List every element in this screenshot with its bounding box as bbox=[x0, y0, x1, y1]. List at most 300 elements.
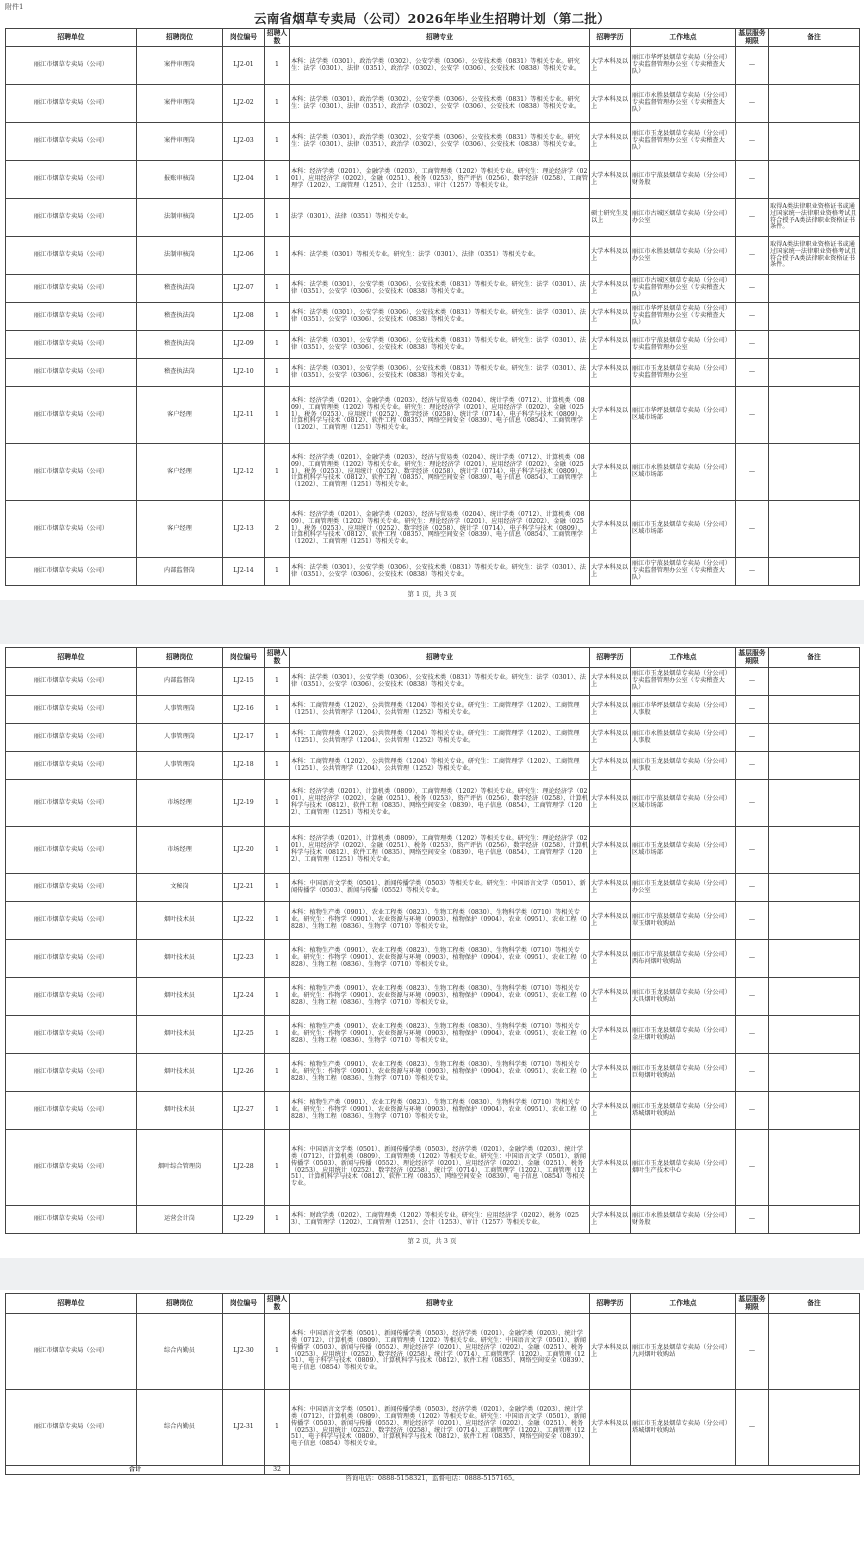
cell-major: 本科：法学类（0301）、政治学类（0302）、公安学类（0306）、公安技术类（0831）等相关专业。研究生：法学（0301）、法律（0351）、政治学（0302）、公安学（0306）、公安技术（0838）等相关专业。 bbox=[290, 47, 590, 85]
cell-loc: 丽江市玉龙县烟草专卖局（分公司）专卖监督管理办公室（专卖稽查大队） bbox=[631, 123, 736, 161]
header-code: 岗位编号 bbox=[223, 29, 265, 47]
cell-edu: 大学本科及以上 bbox=[590, 827, 631, 874]
cell-code: LJ2-08 bbox=[223, 303, 265, 331]
cell-service: — bbox=[736, 827, 769, 874]
cell-code: LJ2-22 bbox=[223, 902, 265, 940]
cell-note bbox=[769, 275, 860, 303]
contact-info: 咨询电话：0888-5158321，监督电话：0888-5157165。 bbox=[345, 1474, 519, 1482]
table-body bbox=[6, 1314, 860, 1466]
cell-edu: 大学本科及以上 bbox=[590, 724, 631, 752]
cell-loc: 丽江市宁蒗县烟草专卖局（分公司）区域市场部 bbox=[631, 780, 736, 827]
cell-service: — bbox=[736, 331, 769, 359]
recruitment-table-page-2 bbox=[5, 647, 860, 1234]
cell-unit: 丽江市烟草专卖局（公司） bbox=[6, 303, 137, 331]
cell-major: 本科：经济学类（0201）、计算机类（0809）、工商管理类（1202）等相关专业。研究生：理论经济学（0201）、应用经济学（0202）、金融（0251）、税务（0253）、资产评估（0256）、数字经济（0258）、计算机科学与技术（0812）、软件工程（0835）、网络空间安全（0839）、电子信息（0854）、工商管理学（1202）、工商管理（1251）等相关专业。 bbox=[290, 827, 590, 874]
cell-note bbox=[769, 387, 860, 444]
page-3 bbox=[0, 1290, 864, 1543]
cell-count: 1 bbox=[265, 161, 290, 199]
cell-edu: 大学本科及以上 bbox=[590, 331, 631, 359]
cell-loc: 丽江市宁蒗县烟草专卖局（分公司）财务股 bbox=[631, 161, 736, 199]
cell-service: — bbox=[736, 978, 769, 1016]
cell-loc: 丽江市玉龙县烟草专卖局（分公司）专卖监督管理办公室（专卖稽查大队） bbox=[631, 668, 736, 696]
cell-edu: 大学本科及以上 bbox=[590, 668, 631, 696]
table-row bbox=[6, 359, 860, 387]
cell-note bbox=[769, 47, 860, 85]
cell-code: LJ2-30 bbox=[223, 1314, 265, 1390]
cell-service: — bbox=[736, 558, 769, 586]
cell-service: — bbox=[736, 199, 769, 237]
header-major: 招聘专业 bbox=[290, 1294, 590, 1314]
cell-major: 本科：经济学类（0201）、金融学类（0203）、经济与贸易类（0204）、统计学类（0712）、计算机类（0809）、工商管理类（1202）等相关专业。研究生：理论经济学（0201）、应用经济学（0202）、金融（0251）、税务（0253）、应用统计（0252）、数字经济（0258）、统计学（0714）、电子科学与技术（0809）、计算机科学与技术（0812）、软件工程（0835）、网络空间安全（0839）、电子信息（0854）、工商管理学（1202）、工商管理（1251）等相关专业。 bbox=[290, 444, 590, 501]
cell-service: — bbox=[736, 1130, 769, 1206]
cell-loc: 丽江市玉龙县烟草专卖局（分公司）区域市场部 bbox=[631, 501, 736, 558]
cell-service: — bbox=[736, 237, 769, 275]
cell-post: 烟叶技术员 bbox=[137, 1016, 223, 1054]
cell-service: — bbox=[736, 275, 769, 303]
cell-note bbox=[769, 331, 860, 359]
cell-count: 1 bbox=[265, 724, 290, 752]
cell-note bbox=[769, 1390, 860, 1466]
cell-note bbox=[769, 123, 860, 161]
cell-loc: 丽江市华坪县烟草专卖局（分公司）区域市场部 bbox=[631, 387, 736, 444]
cell-post: 文秘岗 bbox=[137, 874, 223, 902]
table-row bbox=[6, 303, 860, 331]
cell-loc: 丽江市玉龙县烟草专卖局（分公司）塔城烟叶收购站 bbox=[631, 1390, 736, 1466]
cell-unit: 丽江市烟草专卖局（公司） bbox=[6, 668, 137, 696]
cell-code: LJ2-07 bbox=[223, 275, 265, 303]
cell-note bbox=[769, 696, 860, 724]
table-row bbox=[6, 1092, 860, 1130]
cell-post: 内部监督岗 bbox=[137, 668, 223, 696]
cell-count: 1 bbox=[265, 359, 290, 387]
cell-code: LJ2-24 bbox=[223, 978, 265, 1016]
cell-unit: 丽江市烟草专卖局（公司） bbox=[6, 752, 137, 780]
cell-code: LJ2-23 bbox=[223, 940, 265, 978]
header-location: 工作地点 bbox=[631, 648, 736, 668]
cell-code: LJ2-25 bbox=[223, 1016, 265, 1054]
cell-note bbox=[769, 303, 860, 331]
table-row bbox=[6, 827, 860, 874]
cell-unit: 丽江市烟草专卖局（公司） bbox=[6, 359, 137, 387]
cell-note bbox=[769, 85, 860, 123]
cell-post: 烟叶技术员 bbox=[137, 940, 223, 978]
table-body bbox=[6, 47, 860, 586]
cell-note bbox=[769, 724, 860, 752]
cell-service: — bbox=[736, 1054, 769, 1092]
page-separator bbox=[0, 1258, 864, 1290]
cell-code: LJ2-27 bbox=[223, 1092, 265, 1130]
cell-code: LJ2-31 bbox=[223, 1390, 265, 1466]
cell-post: 客户经理 bbox=[137, 444, 223, 501]
cell-service: — bbox=[736, 501, 769, 558]
table-row bbox=[6, 387, 860, 444]
cell-note bbox=[769, 558, 860, 586]
cell-major: 本科：中国语言文学类（0501）、新闻传播学类（0503）、经济学类（0201）、金融学类（0203）、统计学类（0712）、计算机类（0809）、工商管理类（1202）等相关专业。研究生：中国语言文学（0501）、新闻传播学（0503）、新闻与传播（0552）、理论经济学（0201）、应用经济学（0202）、金融（0251）、税务（0253）、应用统计（0252）、数字经济（0258）、统计学（0714）、工商管理学（1202）、工商管理（1251）、计算机科学与技术（0812）、软件工程（0835）、网络空间安全（0839）、电子信息（0854）等相关专业。 bbox=[290, 1130, 590, 1206]
cell-count: 1 bbox=[265, 558, 290, 586]
table-row bbox=[6, 752, 860, 780]
table-row bbox=[6, 161, 860, 199]
header-count: 招聘人数 bbox=[265, 1294, 290, 1314]
table-row bbox=[6, 874, 860, 902]
cell-unit: 丽江市烟草专卖局（公司） bbox=[6, 501, 137, 558]
cell-code: LJ2-02 bbox=[223, 85, 265, 123]
cell-edu: 大学本科及以上 bbox=[590, 1016, 631, 1054]
header-edu: 招聘学历 bbox=[590, 29, 631, 47]
cell-unit: 丽江市烟草专卖局（公司） bbox=[6, 1054, 137, 1092]
cell-unit: 丽江市烟草专卖局（公司） bbox=[6, 275, 137, 303]
cell-post: 法制审核岗 bbox=[137, 199, 223, 237]
cell-count: 1 bbox=[265, 1054, 290, 1092]
cell-unit: 丽江市烟草专卖局（公司） bbox=[6, 1016, 137, 1054]
cell-edu: 大学本科及以上 bbox=[590, 780, 631, 827]
cell-service: — bbox=[736, 780, 769, 827]
cell-loc: 丽江市华坪县烟草专卖局（分公司）专卖监督管理办公室（专卖稽查大队） bbox=[631, 303, 736, 331]
cell-service: — bbox=[736, 724, 769, 752]
cell-code: LJ2-29 bbox=[223, 1206, 265, 1234]
cell-count: 1 bbox=[265, 1390, 290, 1466]
header-edu: 招聘学历 bbox=[590, 1294, 631, 1314]
cell-unit: 丽江市烟草专卖局（公司） bbox=[6, 874, 137, 902]
cell-code: LJ2-05 bbox=[223, 199, 265, 237]
cell-loc: 丽江市华坪县烟草专卖局（分公司）专卖监督管理办公室（专卖稽查大队） bbox=[631, 47, 736, 85]
cell-post: 人事管理岗 bbox=[137, 696, 223, 724]
table-row bbox=[6, 668, 860, 696]
cell-count: 1 bbox=[265, 123, 290, 161]
cell-note: 取得A类法律职业资格证书或通过国家统一法律职业资格考试且符合授予A类法律职业资格证书条件。 bbox=[769, 237, 860, 275]
cell-major: 本科：工商管理类（1202）、公共管理类（1204）等相关专业。研究生：工商管理学（1202）、工商管理（1251）、公共管理学（1204）、公共管理（1252）等相关专业。 bbox=[290, 752, 590, 780]
cell-major: 本科：经济学类（0201）、计算机类（0809）、工商管理类（1202）等相关专业。研究生：理论经济学（0201）、应用经济学（0202）、金融（0251）、税务（0253）、资产评估（0256）、数字经济（0258）、计算机科学与技术（0812）、软件工程（0835）、网络空间安全（0839）、电子信息（0854）、工商管理学（1202）、工商管理（1251）等相关专业。 bbox=[290, 780, 590, 827]
cell-code: LJ2-21 bbox=[223, 874, 265, 902]
cell-unit: 丽江市烟草专卖局（公司） bbox=[6, 827, 137, 874]
cell-unit: 丽江市烟草专卖局（公司） bbox=[6, 161, 137, 199]
cell-count: 1 bbox=[265, 237, 290, 275]
cell-post: 综合内勤员 bbox=[137, 1390, 223, 1466]
cell-edu: 大学本科及以上 bbox=[590, 359, 631, 387]
cell-note bbox=[769, 1016, 860, 1054]
cell-code: LJ2-01 bbox=[223, 47, 265, 85]
header-unit: 招聘单位 bbox=[6, 1294, 137, 1314]
cell-service: — bbox=[736, 1016, 769, 1054]
table-row bbox=[6, 1314, 860, 1390]
cell-code: LJ2-16 bbox=[223, 696, 265, 724]
header-major: 招聘专业 bbox=[290, 29, 590, 47]
document-title: 云南省烟草专卖局（公司）2026年毕业生招聘计划（第二批） bbox=[254, 11, 610, 26]
cell-count: 1 bbox=[265, 1130, 290, 1206]
cell-edu: 大学本科及以上 bbox=[590, 978, 631, 1016]
cell-note bbox=[769, 1130, 860, 1206]
cell-major: 本科：中国语言文学类（0501）、新闻传播学类（0503）等相关专业。研究生：中国语言文学（0501）、新闻传播学（0503）、新闻与传播（0552）等相关专业。 bbox=[290, 874, 590, 902]
cell-service: — bbox=[736, 47, 769, 85]
cell-unit: 丽江市烟草专卖局（公司） bbox=[6, 1314, 137, 1390]
cell-major: 本科：法学类（0301）、政治学类（0302）、公安学类（0306）、公安技术类（0831）等相关专业。研究生：法学（0301）、法律（0351）、政治学（0302）、公安学（0306）、公安技术（0838）等相关专业。 bbox=[290, 85, 590, 123]
cell-note bbox=[769, 668, 860, 696]
cell-count: 1 bbox=[265, 874, 290, 902]
header-edu: 招聘学历 bbox=[590, 648, 631, 668]
cell-loc: 丽江市玉龙县烟草专卖局（分公司）烟叶生产技术中心 bbox=[631, 1130, 736, 1206]
cell-unit: 丽江市烟草专卖局（公司） bbox=[6, 978, 137, 1016]
cell-post: 市场经理 bbox=[137, 780, 223, 827]
cell-unit: 丽江市烟草专卖局（公司） bbox=[6, 940, 137, 978]
cell-code: LJ2-09 bbox=[223, 331, 265, 359]
cell-post: 烟叶技术员 bbox=[137, 978, 223, 1016]
cell-unit: 丽江市烟草专卖局（公司） bbox=[6, 558, 137, 586]
cell-loc: 丽江市永胜县烟草专卖局（分公司）专卖监督管理办公室（专卖稽查大队） bbox=[631, 85, 736, 123]
cell-major: 本科：法学类（0301）、政治学类（0302）、公安学类（0306）、公安技术类（0831）等相关专业。研究生：法学（0301）、法律（0351）、政治学（0302）、公安学（0306）、公安技术（0838）等相关专业。 bbox=[290, 123, 590, 161]
cell-major: 本科：法学类（0301）等相关专业。研究生：法学（0301）、法律（0351）等相关专业。 bbox=[290, 237, 590, 275]
table-header-row bbox=[6, 29, 860, 47]
header-code: 岗位编号 bbox=[223, 1294, 265, 1314]
page-number: 第 2 页，共 3 页 bbox=[407, 1237, 457, 1245]
table-row bbox=[6, 85, 860, 123]
cell-unit: 丽江市烟草专卖局（公司） bbox=[6, 237, 137, 275]
cell-note bbox=[769, 902, 860, 940]
table-row bbox=[6, 237, 860, 275]
header-location: 工作地点 bbox=[631, 1294, 736, 1314]
cell-post: 综合内勤员 bbox=[137, 1314, 223, 1390]
cell-edu: 大学本科及以上 bbox=[590, 902, 631, 940]
cell-major: 本科：法学类（0301）、公安学类（0306）、公安技术类（0831）等相关专业。研究生：法学（0301）、法律（0351）、公安学（0306）、公安技术（0838）等相关专业。 bbox=[290, 331, 590, 359]
cell-unit: 丽江市烟草专卖局（公司） bbox=[6, 1390, 137, 1466]
cell-unit: 丽江市烟草专卖局（公司） bbox=[6, 387, 137, 444]
cell-note bbox=[769, 161, 860, 199]
cell-post: 运营会计岗 bbox=[137, 1206, 223, 1234]
cell-note bbox=[769, 501, 860, 558]
cell-count: 1 bbox=[265, 978, 290, 1016]
cell-unit: 丽江市烟草专卖局（公司） bbox=[6, 199, 137, 237]
cell-code: LJ2-26 bbox=[223, 1054, 265, 1092]
cell-note bbox=[769, 359, 860, 387]
cell-loc: 丽江市古城区烟草专卖局（分公司）办公室 bbox=[631, 199, 736, 237]
cell-service: — bbox=[736, 387, 769, 444]
recruitment-table-page-3 bbox=[5, 1293, 860, 1475]
total-value: 32 bbox=[265, 1466, 290, 1475]
cell-major: 本科：工商管理类（1202）、公共管理类（1204）等相关专业。研究生：工商管理学（1202）、工商管理（1251）、公共管理学（1204）、公共管理（1252）等相关专业。 bbox=[290, 696, 590, 724]
table-row bbox=[6, 199, 860, 237]
table-row bbox=[6, 1390, 860, 1466]
cell-code: LJ2-03 bbox=[223, 123, 265, 161]
cell-code: LJ2-06 bbox=[223, 237, 265, 275]
header-unit: 招聘单位 bbox=[6, 648, 137, 668]
table-row bbox=[6, 123, 860, 161]
cell-count: 2 bbox=[265, 501, 290, 558]
cell-count: 1 bbox=[265, 1016, 290, 1054]
cell-service: — bbox=[736, 444, 769, 501]
cell-loc: 丽江市玉龙县烟草专卖局（分公司）办公室 bbox=[631, 874, 736, 902]
table-row bbox=[6, 724, 860, 752]
cell-edu: 大学本科及以上 bbox=[590, 1206, 631, 1234]
cell-major: 本科：法学类（0301）、公安学类（0306）、公安技术类（0831）等相关专业。研究生：法学（0301）、法律（0351）、公安学（0306）、公安技术（0838）等相关专业。 bbox=[290, 558, 590, 586]
cell-loc: 丽江市玉龙县烟草专卖局（分公司）专卖监督管理办公室 bbox=[631, 359, 736, 387]
cell-post: 客户经理 bbox=[137, 387, 223, 444]
cell-loc: 丽江市宁蒗县烟草专卖局（分公司）翠玉烟叶收购站 bbox=[631, 902, 736, 940]
cell-count: 1 bbox=[265, 780, 290, 827]
cell-major: 本科：中国语言文学类（0501）、新闻传播学类（0503）、经济学类（0201）、金融学类（0203）、统计学类（0712）、计算机类（0809）、工商管理类（1202）等相关专业。研究生：中国语言文学（0501）、新闻传播学（0503）、新闻与传播（0552）、理论经济学（0201）、应用经济学（0202）、金融（0251）、税务（0253）、应用统计（0252）、数字经济（0258）、统计学（0714）、工商管理学（1202）、工商管理（1251）、电子科学与技术（0809）、计算机科学与技术（0812）、软件工程（0835）、网络空间安全（0839）、电子信息（0854）等相关专业。 bbox=[290, 1390, 590, 1466]
header-service: 基层服务期限 bbox=[736, 29, 769, 47]
cell-count: 1 bbox=[265, 752, 290, 780]
cell-edu: 大学本科及以上 bbox=[590, 501, 631, 558]
cell-service: — bbox=[736, 161, 769, 199]
cell-count: 1 bbox=[265, 199, 290, 237]
cell-unit: 丽江市烟草专卖局（公司） bbox=[6, 1130, 137, 1206]
cell-code: LJ2-15 bbox=[223, 668, 265, 696]
table-header-row bbox=[6, 1294, 860, 1314]
cell-edu: 大学本科及以上 bbox=[590, 1390, 631, 1466]
cell-count: 1 bbox=[265, 275, 290, 303]
table-row bbox=[6, 1054, 860, 1092]
cell-edu: 大学本科及以上 bbox=[590, 237, 631, 275]
cell-note bbox=[769, 978, 860, 1016]
cell-loc: 丽江市玉龙县烟草专卖局（分公司）金庄烟叶收购站 bbox=[631, 1016, 736, 1054]
total-label: 合计 bbox=[6, 1466, 265, 1475]
cell-note bbox=[769, 1054, 860, 1092]
cell-major: 本科：经济学类（0201）、金融学类（0203）、经济与贸易类（0204）、统计学类（0712）、计算机类（0809）、工商管理类（1202）等相关专业。研究生：理论经济学（0201）、应用经济学（0202）、金融（0251）、税务（0253）、应用统计（0252）、数字经济（0258）、统计学（0714）、电子科学与技术（0809）、计算机科学与技术（0812）、软件工程（0835）、网络空间安全（0839）、电子信息（0854）、工商管理学（1202）、工商管理（1251）等相关专业。 bbox=[290, 387, 590, 444]
cell-edu: 大学本科及以上 bbox=[590, 1054, 631, 1092]
header-code: 岗位编号 bbox=[223, 648, 265, 668]
cell-post: 市场经理 bbox=[137, 827, 223, 874]
cell-count: 1 bbox=[265, 303, 290, 331]
header-post: 招聘岗位 bbox=[137, 1294, 223, 1314]
cell-service: — bbox=[736, 1092, 769, 1130]
cell-major: 法学（0301）、法律（0351）等相关专业。 bbox=[290, 199, 590, 237]
cell-post: 案件审理岗 bbox=[137, 85, 223, 123]
cell-major: 本科：植物生产类（0901）、农业工程类（0823）、生物工程类（0830）、生物科学类（0710）等相关专业。研究生：作物学（0901）、农业资源与环境（0903）、植物保护（0904）、农业（0951）、农业工程（0828）、生物工程（0836）、生物学（0710）等相关专业。 bbox=[290, 1016, 590, 1054]
recruitment-table-page-1 bbox=[5, 28, 860, 586]
cell-unit: 丽江市烟草专卖局（公司） bbox=[6, 696, 137, 724]
cell-code: LJ2-19 bbox=[223, 780, 265, 827]
page-number: 第 1 页，共 3 页 bbox=[407, 590, 457, 598]
cell-edu: 大学本科及以上 bbox=[590, 558, 631, 586]
cell-edu: 大学本科及以上 bbox=[590, 275, 631, 303]
header-note: 备注 bbox=[769, 1294, 860, 1314]
cell-post: 案件审理岗 bbox=[137, 123, 223, 161]
cell-code: LJ2-13 bbox=[223, 501, 265, 558]
page-2 bbox=[0, 644, 864, 1258]
cell-post: 人事管理岗 bbox=[137, 724, 223, 752]
cell-service: — bbox=[736, 1206, 769, 1234]
cell-loc: 丽江市宁蒗县烟草专卖局（分公司）专卖监督管理办公室 bbox=[631, 331, 736, 359]
table-row bbox=[6, 275, 860, 303]
cell-edu: 大学本科及以上 bbox=[590, 874, 631, 902]
table-row bbox=[6, 558, 860, 586]
header-post: 招聘岗位 bbox=[137, 648, 223, 668]
cell-note bbox=[769, 444, 860, 501]
cell-edu: 大学本科及以上 bbox=[590, 696, 631, 724]
cell-loc: 丽江市玉龙县烟草专卖局（分公司）塔城烟叶收购站 bbox=[631, 1092, 736, 1130]
cell-major: 本科：法学类（0301）、公安学类（0306）、公安技术类（0831）等相关专业。研究生：法学（0301）、法律（0351）、公安学（0306）、公安技术（0838）等相关专业。 bbox=[290, 668, 590, 696]
cell-major: 本科：工商管理类（1202）、公共管理类（1204）等相关专业。研究生：工商管理学（1202）、工商管理（1251）、公共管理学（1204）、公共管理（1252）等相关专业。 bbox=[290, 724, 590, 752]
cell-loc: 丽江市宁蒗县烟草专卖局（分公司）专卖监督管理办公室（专卖稽查大队） bbox=[631, 558, 736, 586]
cell-edu: 大学本科及以上 bbox=[590, 85, 631, 123]
cell-count: 1 bbox=[265, 1092, 290, 1130]
header-location: 工作地点 bbox=[631, 29, 736, 47]
cell-major: 本科：经济学类（0201）、金融学类（0203）、经济与贸易类（0204）、统计学类（0712）、计算机类（0809）、工商管理类（1202）等相关专业。研究生：理论经济学（0201）、应用经济学（0202）、金融（0251）、税务（0253）、应用统计（0252）、数字经济（0258）、统计学（0714）、电子科学与技术（0809）、计算机科学与技术（0812）、软件工程（0835）、网络空间安全（0839）、电子信息（0854）、工商管理学（1202）、工商管理（1251）等相关专业。 bbox=[290, 501, 590, 558]
cell-count: 1 bbox=[265, 331, 290, 359]
cell-note: 取得A类法律职业资格证书或通过国家统一法律职业资格考试且符合授予A类法律职业资格证书条件。 bbox=[769, 199, 860, 237]
cell-count: 1 bbox=[265, 1314, 290, 1390]
cell-note bbox=[769, 780, 860, 827]
cell-unit: 丽江市烟草专卖局（公司） bbox=[6, 47, 137, 85]
cell-post: 内部监督岗 bbox=[137, 558, 223, 586]
cell-unit: 丽江市烟草专卖局（公司） bbox=[6, 85, 137, 123]
cell-loc: 丽江市玉龙县烟草专卖局（分公司）大具烟叶收购站 bbox=[631, 978, 736, 1016]
cell-code: LJ2-11 bbox=[223, 387, 265, 444]
cell-major: 本科：法学类（0301）、公安学类（0306）、公安技术类（0831）等相关专业。研究生：法学（0301）、法律（0351）、公安学（0306）、公安技术（0838）等相关专业。 bbox=[290, 359, 590, 387]
cell-major: 本科：经济学类（0201）、金融学类（0203）、工商管理类（1202）等相关专业。研究生：理论经济学（0201）、应用经济学（0202）、金融（0251）、税务（0253）、资产评估（0256）、数字经济（0258）、工商管理学（1202）、工商管理（1251）、会计（1253）、审计（1257）等相关专业。 bbox=[290, 161, 590, 199]
cell-post: 人事管理岗 bbox=[137, 752, 223, 780]
cell-edu: 大学本科及以上 bbox=[590, 1092, 631, 1130]
cell-service: — bbox=[736, 668, 769, 696]
cell-edu: 大学本科及以上 bbox=[590, 303, 631, 331]
cell-count: 1 bbox=[265, 85, 290, 123]
header-unit: 招聘单位 bbox=[6, 29, 137, 47]
table-row bbox=[6, 902, 860, 940]
cell-edu: 大学本科及以上 bbox=[590, 940, 631, 978]
cell-edu: 大学本科及以上 bbox=[590, 444, 631, 501]
table-row bbox=[6, 940, 860, 978]
cell-unit: 丽江市烟草专卖局（公司） bbox=[6, 902, 137, 940]
cell-edu: 大学本科及以上 bbox=[590, 387, 631, 444]
cell-note bbox=[769, 1206, 860, 1234]
cell-loc: 丽江市玉龙县烟草专卖局（分公司）巨甸烟叶收购站 bbox=[631, 1054, 736, 1092]
cell-unit: 丽江市烟草专卖局（公司） bbox=[6, 1206, 137, 1234]
cell-post: 烟叶技术员 bbox=[137, 1054, 223, 1092]
header-count: 招聘人数 bbox=[265, 648, 290, 668]
cell-major: 本科：植物生产类（0901）、农业工程类（0823）、生物工程类（0830）、生物科学类（0710）等相关专业。研究生：作物学（0901）、农业资源与环境（0903）、植物保护（0904）、农业（0951）、农业工程（0828）、生物工程（0836）、生物学（0710）等相关专业。 bbox=[290, 902, 590, 940]
cell-code: LJ2-14 bbox=[223, 558, 265, 586]
cell-post: 烟叶综合管理岗 bbox=[137, 1130, 223, 1206]
table-row bbox=[6, 444, 860, 501]
table-row bbox=[6, 47, 860, 85]
cell-edu: 大学本科及以上 bbox=[590, 161, 631, 199]
table-row bbox=[6, 501, 860, 558]
cell-loc: 丽江市永胜县烟草专卖局（分公司）人事股 bbox=[631, 724, 736, 752]
cell-count: 1 bbox=[265, 696, 290, 724]
cell-service: — bbox=[736, 696, 769, 724]
cell-major: 本科：法学类（0301）、公安学类（0306）、公安技术类（0831）等相关专业。研究生：法学（0301）、法律（0351）、公安学（0306）、公安技术（0838）等相关专业。 bbox=[290, 303, 590, 331]
table-row bbox=[6, 1016, 860, 1054]
header-count: 招聘人数 bbox=[265, 29, 290, 47]
cell-count: 1 bbox=[265, 902, 290, 940]
cell-post: 稽查执法岗 bbox=[137, 303, 223, 331]
cell-count: 1 bbox=[265, 47, 290, 85]
cell-note bbox=[769, 1092, 860, 1130]
cell-note bbox=[769, 827, 860, 874]
cell-service: — bbox=[736, 123, 769, 161]
cell-count: 1 bbox=[265, 668, 290, 696]
header-major: 招聘专业 bbox=[290, 648, 590, 668]
cell-service: — bbox=[736, 1390, 769, 1466]
cell-loc: 丽江市玉龙县烟草专卖局（分公司）人事股 bbox=[631, 752, 736, 780]
cell-code: LJ2-04 bbox=[223, 161, 265, 199]
cell-count: 1 bbox=[265, 1206, 290, 1234]
cell-service: — bbox=[736, 359, 769, 387]
cell-loc: 丽江市永胜县烟草专卖局（分公司）办公室 bbox=[631, 237, 736, 275]
cell-edu: 硕士研究生及以上 bbox=[590, 199, 631, 237]
cell-count: 1 bbox=[265, 444, 290, 501]
cell-note bbox=[769, 874, 860, 902]
page-1 bbox=[0, 0, 864, 600]
header-post: 招聘岗位 bbox=[137, 29, 223, 47]
cell-code: LJ2-10 bbox=[223, 359, 265, 387]
cell-service: — bbox=[736, 940, 769, 978]
cell-post: 稽查执法岗 bbox=[137, 359, 223, 387]
cell-major: 本科：中国语言文学类（0501）、新闻传播学类（0503）、经济学类（0201）、金融学类（0203）、统计学类（0712）、计算机类（0809）、工商管理类（1202）等相关专业。研究生：中国语言文学（0501）、新闻传播学（0503）、新闻与传播（0552）、理论经济学（0201）、应用经济学（0202）、金融（0251）、税务（0253）、应用统计（0252）、数字经济（0258）、统计学（0714）、工商管理学（1202）、工商管理（1251）、电子科学与技术（0809）、计算机科学与技术（0812）、软件工程（0835）、网络空间安全（0839）、电子信息（0854）等相关专业。 bbox=[290, 1314, 590, 1390]
table-row bbox=[6, 1206, 860, 1234]
cell-post: 稽查执法岗 bbox=[137, 275, 223, 303]
cell-loc: 丽江市华坪县烟草专卖局（分公司）人事股 bbox=[631, 696, 736, 724]
table-row bbox=[6, 1130, 860, 1206]
cell-major: 本科：植物生产类（0901）、农业工程类（0823）、生物工程类（0830）、生物科学类（0710）等相关专业。研究生：作物学（0901）、农业资源与环境（0903）、植物保护（0904）、农业（0951）、农业工程（0828）、生物工程（0836）、生物学（0710）等相关专业。 bbox=[290, 940, 590, 978]
